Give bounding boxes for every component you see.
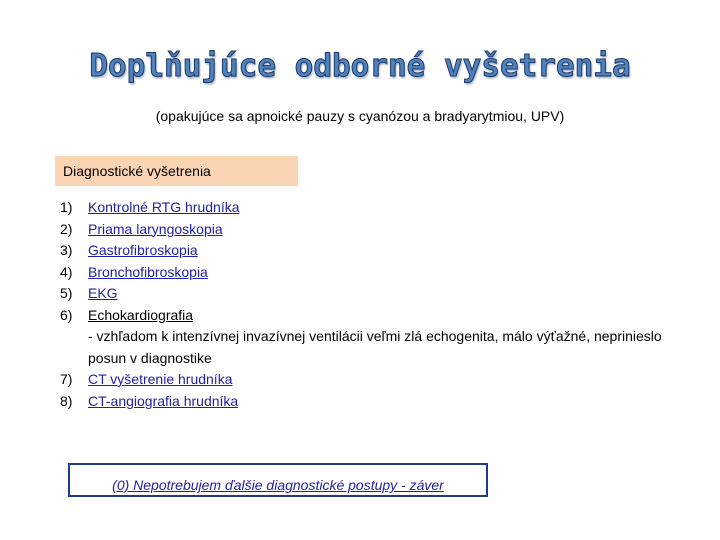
item-link-ct-angiografia[interactable]: CT-angiografia hrudníka bbox=[88, 392, 239, 409]
item-link-laryngoskopia[interactable]: Priama laryngoskopia bbox=[88, 220, 223, 237]
item-number: 6) bbox=[60, 306, 73, 323]
conclusion-box bbox=[68, 463, 488, 497]
page-title: Doplňujúce odborné vyšetrenia bbox=[89, 48, 631, 84]
list-item bbox=[60, 262, 680, 284]
item-note: - vzhľadom k intenzívnej invazívnej ventilácii veľmi zlá echogenita, málo výťažné, neprinieslo posun v diagnostike bbox=[88, 328, 662, 366]
item-number: 4) bbox=[60, 263, 73, 280]
conclusion-link[interactable]: (0) Nepotrebujem ďalšie diagnostické postupy - záver bbox=[112, 477, 444, 493]
item-number: 5) bbox=[60, 285, 73, 301]
item-number: 7) bbox=[60, 371, 73, 387]
diagnostic-list bbox=[60, 197, 680, 412]
list-item bbox=[60, 283, 680, 305]
list-item bbox=[60, 197, 680, 219]
section-header: Diagnostické vyšetrenia bbox=[55, 156, 298, 186]
list-item bbox=[60, 240, 680, 262]
item-link-ct-hrudnika[interactable]: CT vyšetrenie hrudníka bbox=[88, 371, 233, 387]
item-link-echokardiografia[interactable]: Echokardiografia bbox=[88, 306, 194, 323]
list-item bbox=[60, 305, 680, 370]
page-subtitle: (opakujúce sa apnoické pauzy s cyanózou a bradyarytmiou, UPV) bbox=[155, 108, 565, 124]
item-link-gastrofibroskopia[interactable]: Gastrofibroskopia bbox=[88, 242, 198, 258]
item-number: 1) bbox=[60, 199, 73, 215]
item-number: 3) bbox=[60, 242, 73, 258]
item-link-rtg[interactable]: Kontrolné RTG hrudníka bbox=[88, 199, 240, 215]
item-link-ekg[interactable]: EKG bbox=[88, 285, 118, 301]
item-number: 8) bbox=[60, 392, 73, 409]
list-item bbox=[60, 219, 680, 241]
item-link-bronchofibroskopia[interactable]: Bronchofibroskopia bbox=[88, 263, 208, 280]
list-item bbox=[60, 369, 680, 391]
item-number: 2) bbox=[60, 220, 73, 237]
list-item bbox=[60, 391, 680, 413]
